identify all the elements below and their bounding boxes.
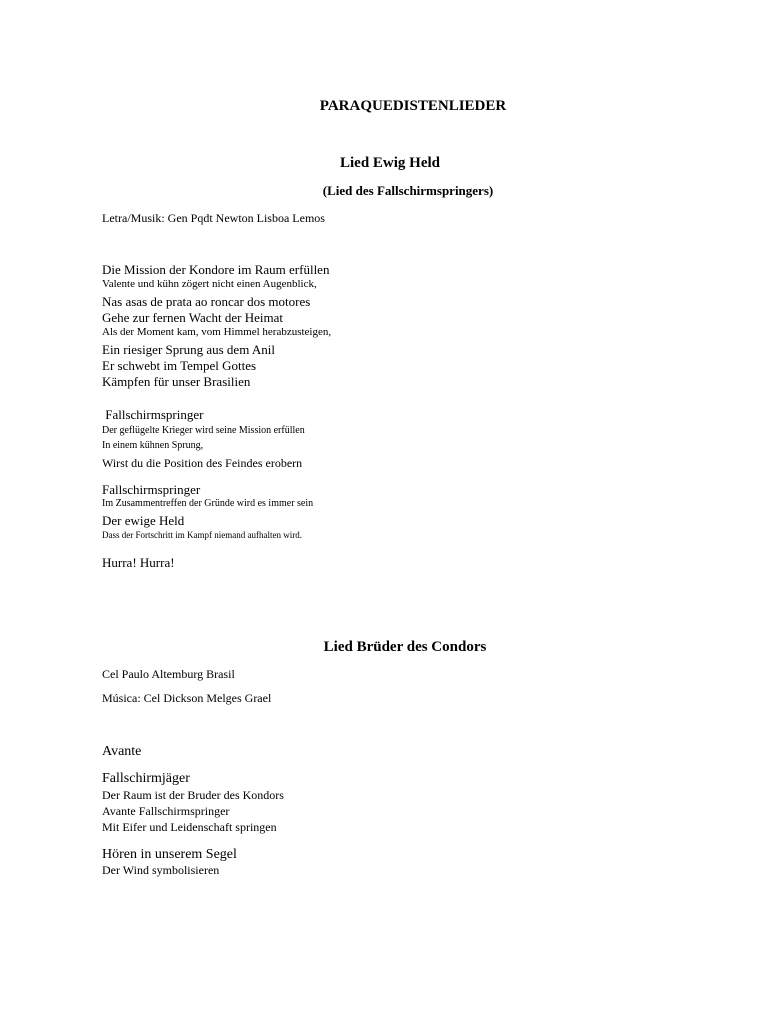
song1-ending: Hurra! Hurra! xyxy=(102,555,175,570)
song1-verse1-line: Nas asas de prata ao roncar dos motores xyxy=(102,294,311,309)
song2-line: Fallschirmjäger xyxy=(102,771,190,786)
song1-verse2-line: In einem kühnen Sprung, xyxy=(102,440,204,451)
song2-credit1: Cel Paulo Altemburg Brasil xyxy=(102,667,235,681)
song1-verse3-line: Fallschirmspringer xyxy=(102,482,201,497)
song1-credit: Letra/Musik: Gen Pqdt Newton Lisboa Lemos xyxy=(102,211,325,225)
song1-verse1-line: Gehe zur fernen Wacht der Heimat xyxy=(102,310,283,325)
song2-line: Avante Fallschirmspringer xyxy=(102,804,230,818)
song1-title: Lied Ewig Held xyxy=(339,155,440,171)
song2-line: Mit Eifer und Leidenschaft springen xyxy=(102,820,277,834)
song2-line: Hören in unserem Segel xyxy=(102,847,237,862)
song2-line: Avante xyxy=(102,744,142,759)
song1-verse1-line: Ein riesiger Sprung aus dem Anil xyxy=(102,342,275,357)
song1-verse2-line: Der geflügelte Krieger wird seine Mission erfüllen xyxy=(102,425,305,436)
song1-verse1-line: Die Mission der Kondore im Raum erfüllen xyxy=(102,262,330,277)
song1-verse3-line: Im Zusammentreffen der Gründe wird es immer sein xyxy=(102,498,314,509)
song1-verse2-line: Fallschirmspringer xyxy=(102,407,204,422)
song2-title: Lied Brüder des Condors xyxy=(323,639,487,655)
song2-credit2: Música: Cel Dickson Melges Grael xyxy=(102,691,272,705)
song1-verse1-line: Er schwebt im Tempel Gottes xyxy=(102,358,257,373)
song1-subtitle: (Lied des Fallschirmspringers) xyxy=(322,183,494,198)
song2-line: Der Wind symbolisieren xyxy=(102,863,220,877)
song1-verse1-line: Valente und kühn zögert nicht einen Augenblick, xyxy=(102,278,317,290)
song1-verse3-line: Dass der Fortschritt im Kampf niemand aufhalten wird. xyxy=(102,530,302,540)
song1-verse1-line: Als der Moment kam, vom Himmel herabzusteigen, xyxy=(102,326,332,338)
song2-line: Der Raum ist der Bruder des Kondors xyxy=(102,788,284,802)
song1-verse2-line: Wirst du die Position des Feindes erobern xyxy=(102,456,303,470)
song1-verse1-line: Kämpfen für unser Brasilien xyxy=(102,374,251,389)
song1-verse3-line: Der ewige Held xyxy=(102,513,185,528)
document-title: PARAQUEDISTENLIEDER xyxy=(319,98,507,114)
